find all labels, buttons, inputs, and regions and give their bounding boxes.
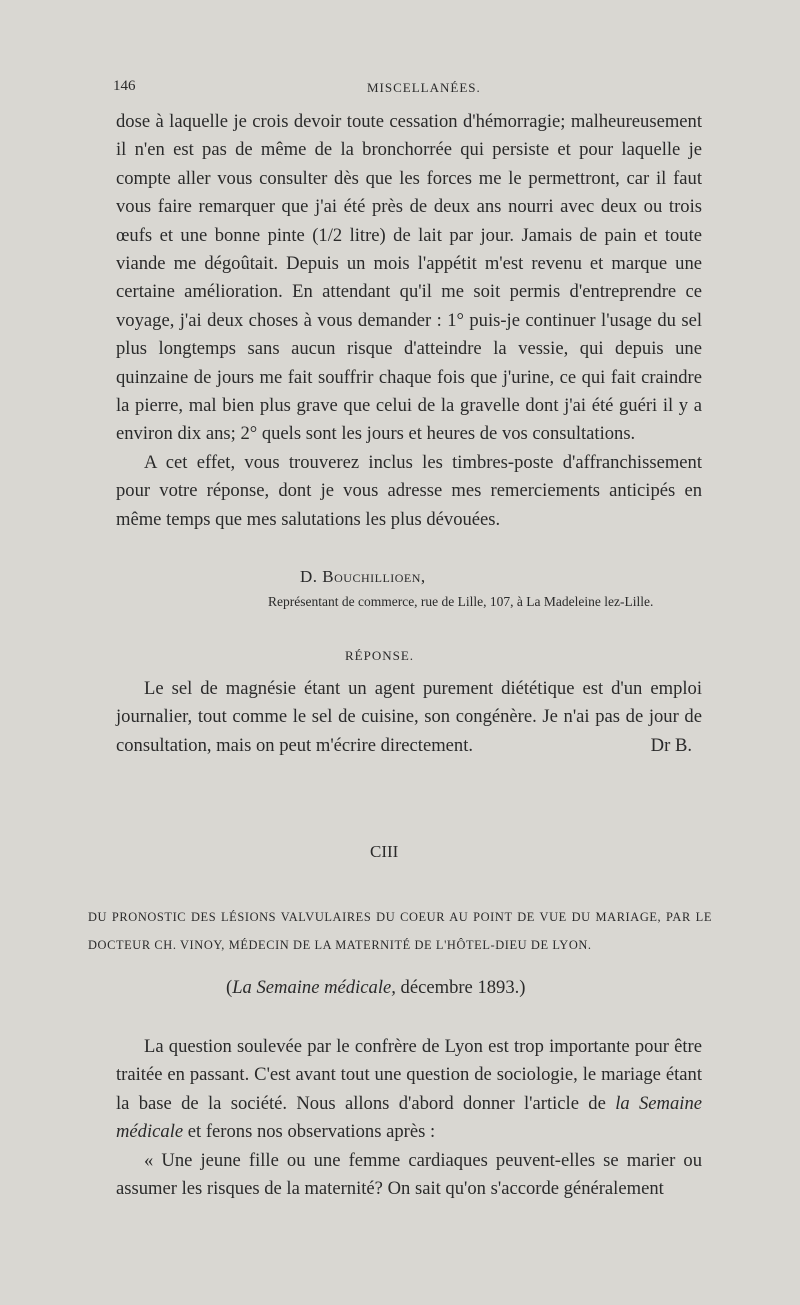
article-paragraph-2: « Une jeune fille ou une femme cardiaques peuvent-elles se marier ou assumer les risques de la maternité? On sait qu'on s'accorde généralement xyxy=(116,1149,702,1200)
section-number: CIII xyxy=(370,842,399,861)
page-number: 146 xyxy=(113,78,136,94)
letter-body xyxy=(116,108,702,534)
article-title: DU PRONOSTIC DES LÉSIONS VALVULAIRES DU COEUR AU POINT DE VUE DU MARIAGE, PAR LE DOCTEUR CH. VINOY, MÉDECIN DE LA MATERNITÉ DE L'HÔTEL-DIEU DE LYON. xyxy=(88,910,712,952)
article-paragraph-1-journal: la Semaine médicale xyxy=(116,1092,702,1143)
reply-text: Le sel de magnésie étant un agent purement diététique est d'un emploi journalier, tout comme le sel de cuisine, son congénère. Je n'ai pas de jour de consultation, mais on peut m'écrire directement. xyxy=(116,678,702,756)
signer-name: D. Bouchillioen, xyxy=(300,567,426,586)
reply-signature: Dr B. xyxy=(650,734,692,756)
page-header xyxy=(0,78,800,102)
source-date: décembre 1893. xyxy=(400,977,520,998)
letter-paragraph-1: dose à laquelle je crois devoir toute cessation d'hémorragie; malheureusement il n'en est pas de même de la bronchorrée qui persiste et pour laquelle je compte aller vous consulter dès que les forces me le permettront, car il faut vous faire remarquer que j'ai été près de deux ans nourri avec deux ou trois œufs et une bonne pinte (1/2 litre) de lait par jour. Jamais de pain et toute viande me dégoûtait. Depuis un mois l'appétit m'est revenu et marque une certaine amélioration. En attendant qu'il me soit permis d'entreprendre ce voyage, j'ai deux choses à vous demander : 1° puis-je continuer l'usage du sel plus longtemps sans aucun risque d'atteindre la vessie, qui depuis une quinzaine de jours me fait souffrir chaque fois que j'urine, ce qui fait craindre la pierre, mal bien plus grave que celui de la gravelle dont j'ai été guéri il y a environ dix ans; 2° quels sont les jours et heures de vos consultations. xyxy=(116,111,702,445)
article-paragraph-1-suffix: et ferons nos observations après : xyxy=(187,1121,436,1143)
reply-body xyxy=(116,675,702,760)
signer-details: Représentant de commerce, rue de Lille, 107, à La Madeleine lez-Lille. xyxy=(268,594,654,609)
source-journal: La Semaine médicale, xyxy=(232,977,396,998)
reply-paragraph xyxy=(116,675,702,760)
article-paragraph-1 xyxy=(116,1033,702,1147)
letter-paragraph-2: A cet effet, vous trouverez inclus les timbres-poste d'affranchissement pour votre réponse, dont je vous adresse mes remerciements anticipés en même temps que mes salutations les plus dévouées. xyxy=(116,451,702,530)
article-body xyxy=(116,1033,702,1203)
article-paragraph-1-prefix: La question soulevée par le confrère de Lyon est trop importante pour être traitée en passant. C'est avant tout une question de sociologie, le mariage étant la base de la société. Nous allons d'abord donner l'article de xyxy=(116,1036,702,1114)
article-source: (La Semaine médicale, décembre 1893.) xyxy=(226,977,526,998)
reply-heading: RÉPONSE. xyxy=(345,648,415,663)
running-title: MISCELLANÉES. xyxy=(367,80,481,95)
